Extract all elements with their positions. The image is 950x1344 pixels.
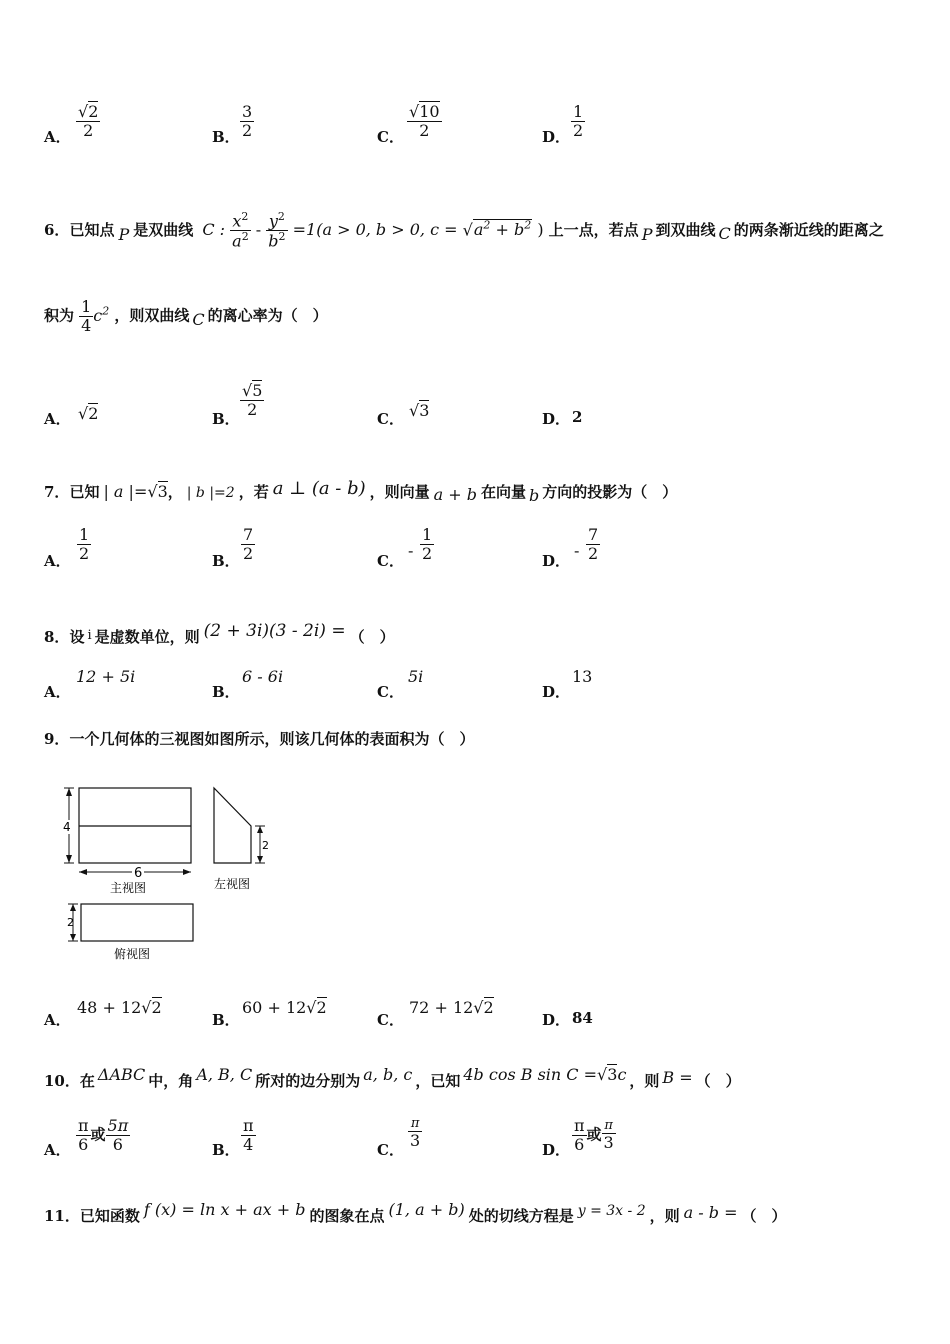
q5-option-c-value: $\frac{√10}{2}$ xyxy=(409,102,440,140)
q6-option-a-value: √2 xyxy=(78,404,99,423)
question-10 xyxy=(44,1055,914,1165)
arrow-right-icon xyxy=(183,869,191,875)
q8-option-a-label: A． xyxy=(44,683,71,701)
q10-option-c-value: π 3 xyxy=(410,1116,421,1151)
q8-option-d-label: D． xyxy=(542,683,571,701)
three-view-diagram xyxy=(58,780,298,970)
q8-option-c-label: C． xyxy=(377,683,404,701)
q6-option-c-label: C． xyxy=(377,410,404,428)
q6-option-b-label: B． xyxy=(212,410,240,428)
q7-option-b-value: $\frac{7}{2}$ xyxy=(243,525,254,563)
q6-option-c-value: √3 xyxy=(409,401,430,420)
left-view-label: 左视图 xyxy=(214,877,251,891)
question-11 xyxy=(44,1192,914,1232)
dim-2-top: 2 xyxy=(67,916,74,929)
q9-option-b-value: 60 + 12√2 xyxy=(242,998,327,1017)
q9-option-b-label: B． xyxy=(212,1011,240,1029)
q5-option-b-value: $\frac{3}{2}$ xyxy=(242,102,253,140)
q8-option-b-label: B． xyxy=(212,683,240,701)
q10-option-c-label: C． xyxy=(377,1141,404,1159)
q7-option-c-value: $\frac{1}{2}$ xyxy=(422,525,433,563)
q7-option-c-label: C． xyxy=(377,552,404,570)
q5-option-c-label: C． xyxy=(377,128,404,146)
q9-option-a-label: A． xyxy=(44,1011,71,1029)
q6-hyperbola-equation: C : $\frac{x^2}{a^2}$ - $\frac{y^2}{b^2}$ =1(a > 0, b > 0, $c = √a^2 + b^2$ ) xyxy=(202,210,544,251)
q5-option-a-label: A． xyxy=(44,128,71,146)
arrow-up-icon xyxy=(66,788,72,796)
q7-stem: 7．已知 | a |=√3， | b |=2 ，若 a ⊥ (a - b) ，则向量 a + b 在向量 b 方向的投影为（ ） xyxy=(44,478,678,505)
question-7 xyxy=(44,468,914,578)
question-6 xyxy=(44,186,914,431)
q6-option-a-label: A． xyxy=(44,410,71,428)
q5-option-d-value: $\frac{1}{2}$ xyxy=(573,102,584,140)
q6-option-d-value: 2 xyxy=(572,408,583,426)
q5-option-d-label: D． xyxy=(542,128,571,146)
arrow-up-icon xyxy=(257,826,263,833)
q7-option-a-value: $\frac{1}{2}$ xyxy=(79,525,90,563)
q10-option-d-label: D． xyxy=(542,1141,571,1159)
q11-stem: 11．已知函数 f (x) = ln x + ax + b 的图象在点 (1, a + b) 处的切线方程是 y = 3x - 2 ，则 a - b = （ ） xyxy=(44,1200,787,1225)
q6-line-1: 6．已知点 P 是双曲线 C : $\frac{x^2}{a^2}$ - $\frac{y^2}{b^2}$ =1(a > 0, b > 0, $c = √a^2 + b^2$ ) 上一点，若点 P 到双曲线 C 的两条渐近线的距离之 xyxy=(44,210,884,251)
dim-2-left: 2 xyxy=(262,839,269,852)
q7-option-d-value: $\frac{7}{2}$ xyxy=(588,525,599,563)
question-8 xyxy=(44,605,914,705)
q9-option-d-label: D． xyxy=(542,1011,571,1029)
top-view-rect xyxy=(81,904,193,941)
arrow-down-icon xyxy=(257,856,263,863)
q5-options xyxy=(44,100,664,160)
q7-option-b-label: B． xyxy=(212,552,240,570)
dim-4: 4 xyxy=(63,820,71,834)
q10-stem: 10．在 ΔABC 中，角 A, B, C 所对的边分别为 a, b, c ，已知 4b cos B sin C =√3c ，则 B = （ ） xyxy=(44,1065,741,1090)
q9-option-a-value: 48 + 12√2 xyxy=(77,998,162,1017)
q9-option-c-label: C． xyxy=(377,1011,404,1029)
q8-option-d-value: 13 xyxy=(572,667,593,686)
q10-option-d-value: $\frac{\pi}{6}$ 或 $\frac{\pi}{3}$ xyxy=(574,1116,614,1154)
q10-option-a-value: $\frac{\pi}{6}$ 或 $\frac{5\pi}{6}$ xyxy=(78,1116,129,1154)
question-9 xyxy=(44,725,914,1035)
q6-fraction: $\frac{1}{4}$ xyxy=(81,297,92,335)
q7-option-a-label: A． xyxy=(44,552,71,570)
q9-option-c-value: 72 + 12√2 xyxy=(409,998,494,1017)
q8-option-b-value: 6 - 6i xyxy=(242,667,284,686)
q7-option-c-sign: - xyxy=(408,541,414,560)
q10-option-a-label: A． xyxy=(44,1141,71,1159)
q6-option-d-label: D． xyxy=(542,410,571,428)
arrow-left-icon xyxy=(79,869,87,875)
q6-line-2: 积为 $\frac{1}{4}$ $c^2$ ，则双曲线 C 的离心率为（ ） xyxy=(44,297,328,335)
q6-option-b-value: $\frac{√5}{2}$ xyxy=(242,381,263,419)
q5-option-a-value: $\frac{√2}{2}$ xyxy=(78,102,99,140)
q9-option-d-value: 84 xyxy=(572,1009,593,1027)
arrow-down-icon xyxy=(70,934,76,941)
q10-option-b-value: $\frac{\pi}{4}$ xyxy=(243,1116,254,1154)
left-view-shape xyxy=(214,788,251,863)
dim-6: 6 xyxy=(134,866,143,881)
q8-stem: 8．设 i 是虚数单位，则 (2 + 3i)(3 - 2i) = （ ） xyxy=(44,621,395,646)
front-view-label: 主视图 xyxy=(110,881,147,895)
q7-option-d-sign: - xyxy=(574,541,580,560)
arrow-up-icon xyxy=(70,904,76,911)
q9-stem: 9．一个几何体的三视图如图所示，则该几何体的表面积为（ ） xyxy=(44,730,475,748)
q10-option-b-label: B． xyxy=(212,1141,240,1159)
top-view-label: 俯视图 xyxy=(114,947,151,961)
q8-option-c-value: 5i xyxy=(408,667,424,686)
arrow-down-icon xyxy=(66,855,72,863)
q7-option-d-label: D． xyxy=(542,552,571,570)
q8-option-a-value: 12 + 5i xyxy=(76,667,136,686)
q5-option-b-label: B． xyxy=(212,128,240,146)
